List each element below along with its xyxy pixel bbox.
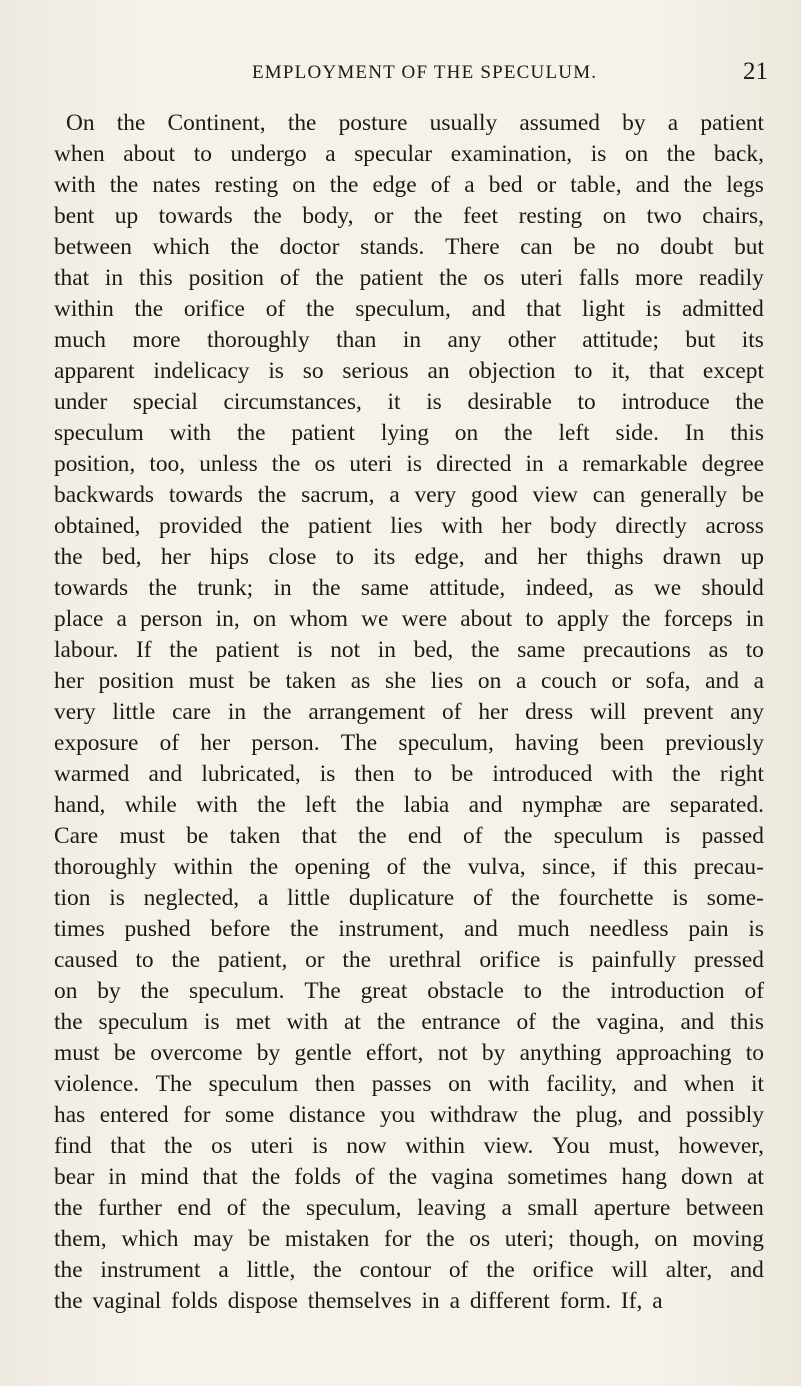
text-line: the bed, her hips close to its edge, and her thighs drawn up <box>54 544 764 570</box>
text-line: caused to the patient, or the urethral orifice is painfully pressed <box>54 947 764 973</box>
text-line: times pushed before the instrument, and much needless pain is <box>54 916 764 942</box>
text-line: bent up towards the body, or the feet resting on two chairs, <box>54 203 764 229</box>
text-line: much more thoroughly than in any other attitude; but its <box>54 327 764 353</box>
text-line: Care must be taken that the end of the speculum is passed <box>54 823 764 849</box>
text-line: the instrument a little, the contour of the orifice will alter, and <box>54 1257 764 1283</box>
text-line: on by the speculum. The great obstacle to the introduction of <box>54 978 764 1004</box>
text-line: exposure of her person. The speculum, having been previously <box>54 730 764 756</box>
text-line: warmed and lubricated, is then to be introduced with the right <box>54 761 764 787</box>
text-line: On the Continent, the posture usually assumed by a patient <box>66 110 764 136</box>
text-line: the further end of the speculum, leaving a small aperture between <box>54 1195 764 1221</box>
text-line: place a person in, on whom we were about to apply the forceps in <box>54 606 764 632</box>
text-line: speculum with the patient lying on the left side. In this <box>54 420 764 446</box>
text-line: backwards towards the sacrum, a very good view can generally be <box>54 482 764 508</box>
text-line: apparent indelicacy is so serious an objection to it, that except <box>54 358 764 384</box>
text-line: violence. The speculum then passes on with facility, and when it <box>54 1071 764 1097</box>
text-line: bear in mind that the folds of the vagina sometimes hang down at <box>54 1164 764 1190</box>
text-line: when about to undergo a specular examination, is on the back, <box>54 141 764 167</box>
text-line: tion is neglected, a little duplicature of the fourchette is some- <box>54 885 764 911</box>
text-line: labour. If the patient is not in bed, the same precautions as to <box>54 637 764 663</box>
text-line: within the orifice of the speculum, and that light is admitted <box>54 296 764 322</box>
text-line: obtained, provided the patient lies with her body directly across <box>54 513 764 539</box>
running-head <box>0 58 801 92</box>
page-number: 21 <box>743 58 768 85</box>
text-line: her position must be taken as she lies on a couch or sofa, and a <box>54 668 764 694</box>
text-line: under special circumstances, it is desirable to introduce the <box>54 389 764 415</box>
text-line: that in this position of the patient the os uteri falls more readily <box>54 265 764 291</box>
body-paragraph <box>54 108 764 1317</box>
text-line: must be overcome by gentle effort, not by anything approaching to <box>54 1040 764 1066</box>
text-line: the speculum is met with at the entrance of the vagina, and this <box>54 1009 764 1035</box>
running-title: EMPLOYMENT OF THE SPECULUM. <box>252 62 598 83</box>
text-line: them, which may be mistaken for the os uteri; though, on moving <box>54 1226 764 1252</box>
text-line: with the nates resting on the edge of a bed or table, and the legs <box>54 172 764 198</box>
text-line: position, too, unless the os uteri is directed in a remarkable degree <box>54 451 764 477</box>
text-line: between which the doctor stands. There can be no doubt but <box>54 234 764 260</box>
text-line: hand, while with the left the labia and nymphæ are separated. <box>54 792 764 818</box>
text-line: has entered for some distance you withdraw the plug, and possibly <box>54 1102 764 1128</box>
text-line: find that the os uteri is now within view. You must, however, <box>54 1133 764 1159</box>
text-line: very little care in the arrangement of her dress will prevent any <box>54 699 764 725</box>
text-line: towards the trunk; in the same attitude, indeed, as we should <box>54 575 764 601</box>
text-line: thoroughly within the opening of the vulva, since, if this precau- <box>54 854 764 880</box>
text-line: the vaginal folds dispose themselves in a different form. If, a <box>54 1288 663 1314</box>
